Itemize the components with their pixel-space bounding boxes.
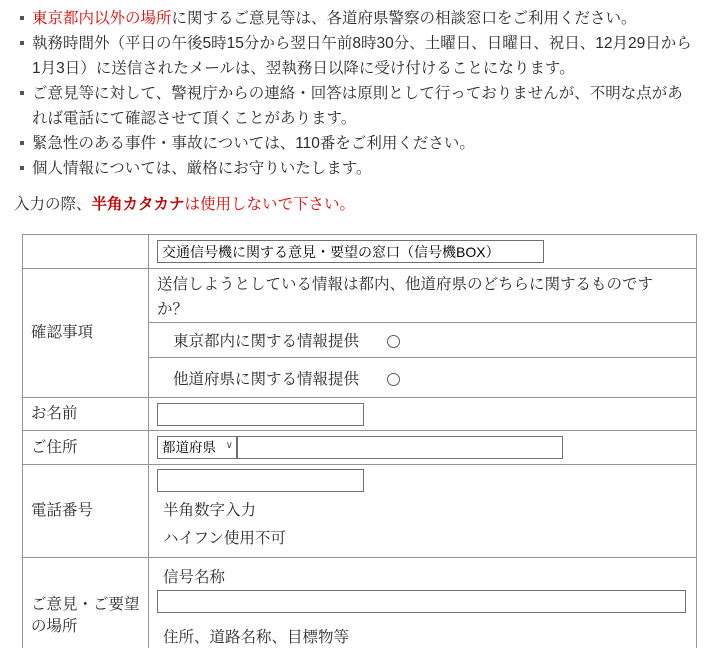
note-item-no-reply: ご意見等に対して、警視庁からの連絡・回答は原則として行っておりませんが、不明な点があれば電話にて確認させて頂くことがあります。: [32, 81, 697, 131]
note-text: に関するご意見等は、各道府県警察の相談窓口をご利用ください。: [171, 10, 637, 27]
input-warning-suffix: は使用しないで下さい。: [184, 196, 356, 213]
confirmation-label: 確認事項: [23, 269, 149, 398]
confirmation-question-cell: [149, 269, 697, 323]
phone-label: 電話番号: [23, 465, 149, 558]
phone-note-no-hyphen: ハイフン使用不可: [163, 530, 286, 547]
address-label: ご住所: [23, 431, 149, 465]
chevron-down-icon: ∨: [225, 440, 233, 451]
option-other-radio[interactable]: [387, 373, 400, 386]
confirmation-option-tokyo-cell: [149, 323, 697, 358]
location-address-label: 住所、道路名称、目標物等: [163, 629, 350, 646]
option-tokyo-label: 東京都内に関する情報提供: [173, 333, 360, 350]
phone-cell: [149, 465, 697, 558]
name-row: [23, 398, 697, 431]
address-cell: [149, 431, 697, 465]
form-title-row-empty-cell: [23, 235, 149, 269]
input-warning: [14, 181, 697, 217]
form-title-cell: [149, 235, 697, 269]
option-other-label: 他道府県に関する情報提供: [173, 370, 360, 388]
option-tokyo-radio[interactable]: [387, 335, 400, 348]
name-input[interactable]: [157, 403, 364, 426]
note-item-privacy: 個人情報については、厳格にお守りいたします。: [32, 156, 697, 181]
note-item-office-hours: 執務時間外（平日の午後5時15分から翌日午前8時30分、土曜日、日曜日、祝日、12月29日から1月3日）に送信されたメールは、翌執務日以降に受け付けることになります。: [32, 31, 697, 81]
name-label: お名前: [23, 398, 149, 431]
address-row: [23, 431, 697, 465]
signal-name-label: 信号名称: [163, 569, 226, 586]
location-label: ご意見・ご要望の場所: [23, 558, 149, 648]
phone-row: [23, 465, 697, 558]
confirmation-option-other-cell: [149, 358, 697, 398]
confirmation-question: 送信しようとしている情報は都内、他道府県のどちらに関するものですか？: [157, 276, 654, 318]
signal-name-input[interactable]: [157, 590, 686, 613]
feedback-form-table: [22, 234, 697, 648]
form-title-box[interactable]: [157, 240, 544, 263]
note-red-highlight: 東京都内以外の場所: [32, 10, 172, 27]
address-input[interactable]: [237, 436, 563, 459]
note-item-emergency-110: 緊急性のある事件・事故については、110番をご利用ください。: [32, 131, 697, 156]
notice-list: [14, 6, 697, 181]
name-cell: [149, 398, 697, 431]
location-row: [23, 558, 697, 648]
note-item-outside-tokyo: [32, 6, 697, 31]
phone-note-halfwidth: 半角数字入力: [163, 502, 257, 519]
phone-input[interactable]: [157, 469, 364, 492]
input-warning-prefix: 入力の際、: [14, 196, 92, 213]
location-cell: [149, 558, 697, 648]
form-title-row: [23, 235, 697, 269]
input-warning-emphasis: 半角カタカナ: [91, 196, 185, 213]
prefecture-select[interactable]: [157, 436, 237, 459]
confirmation-question-row: [23, 269, 697, 323]
